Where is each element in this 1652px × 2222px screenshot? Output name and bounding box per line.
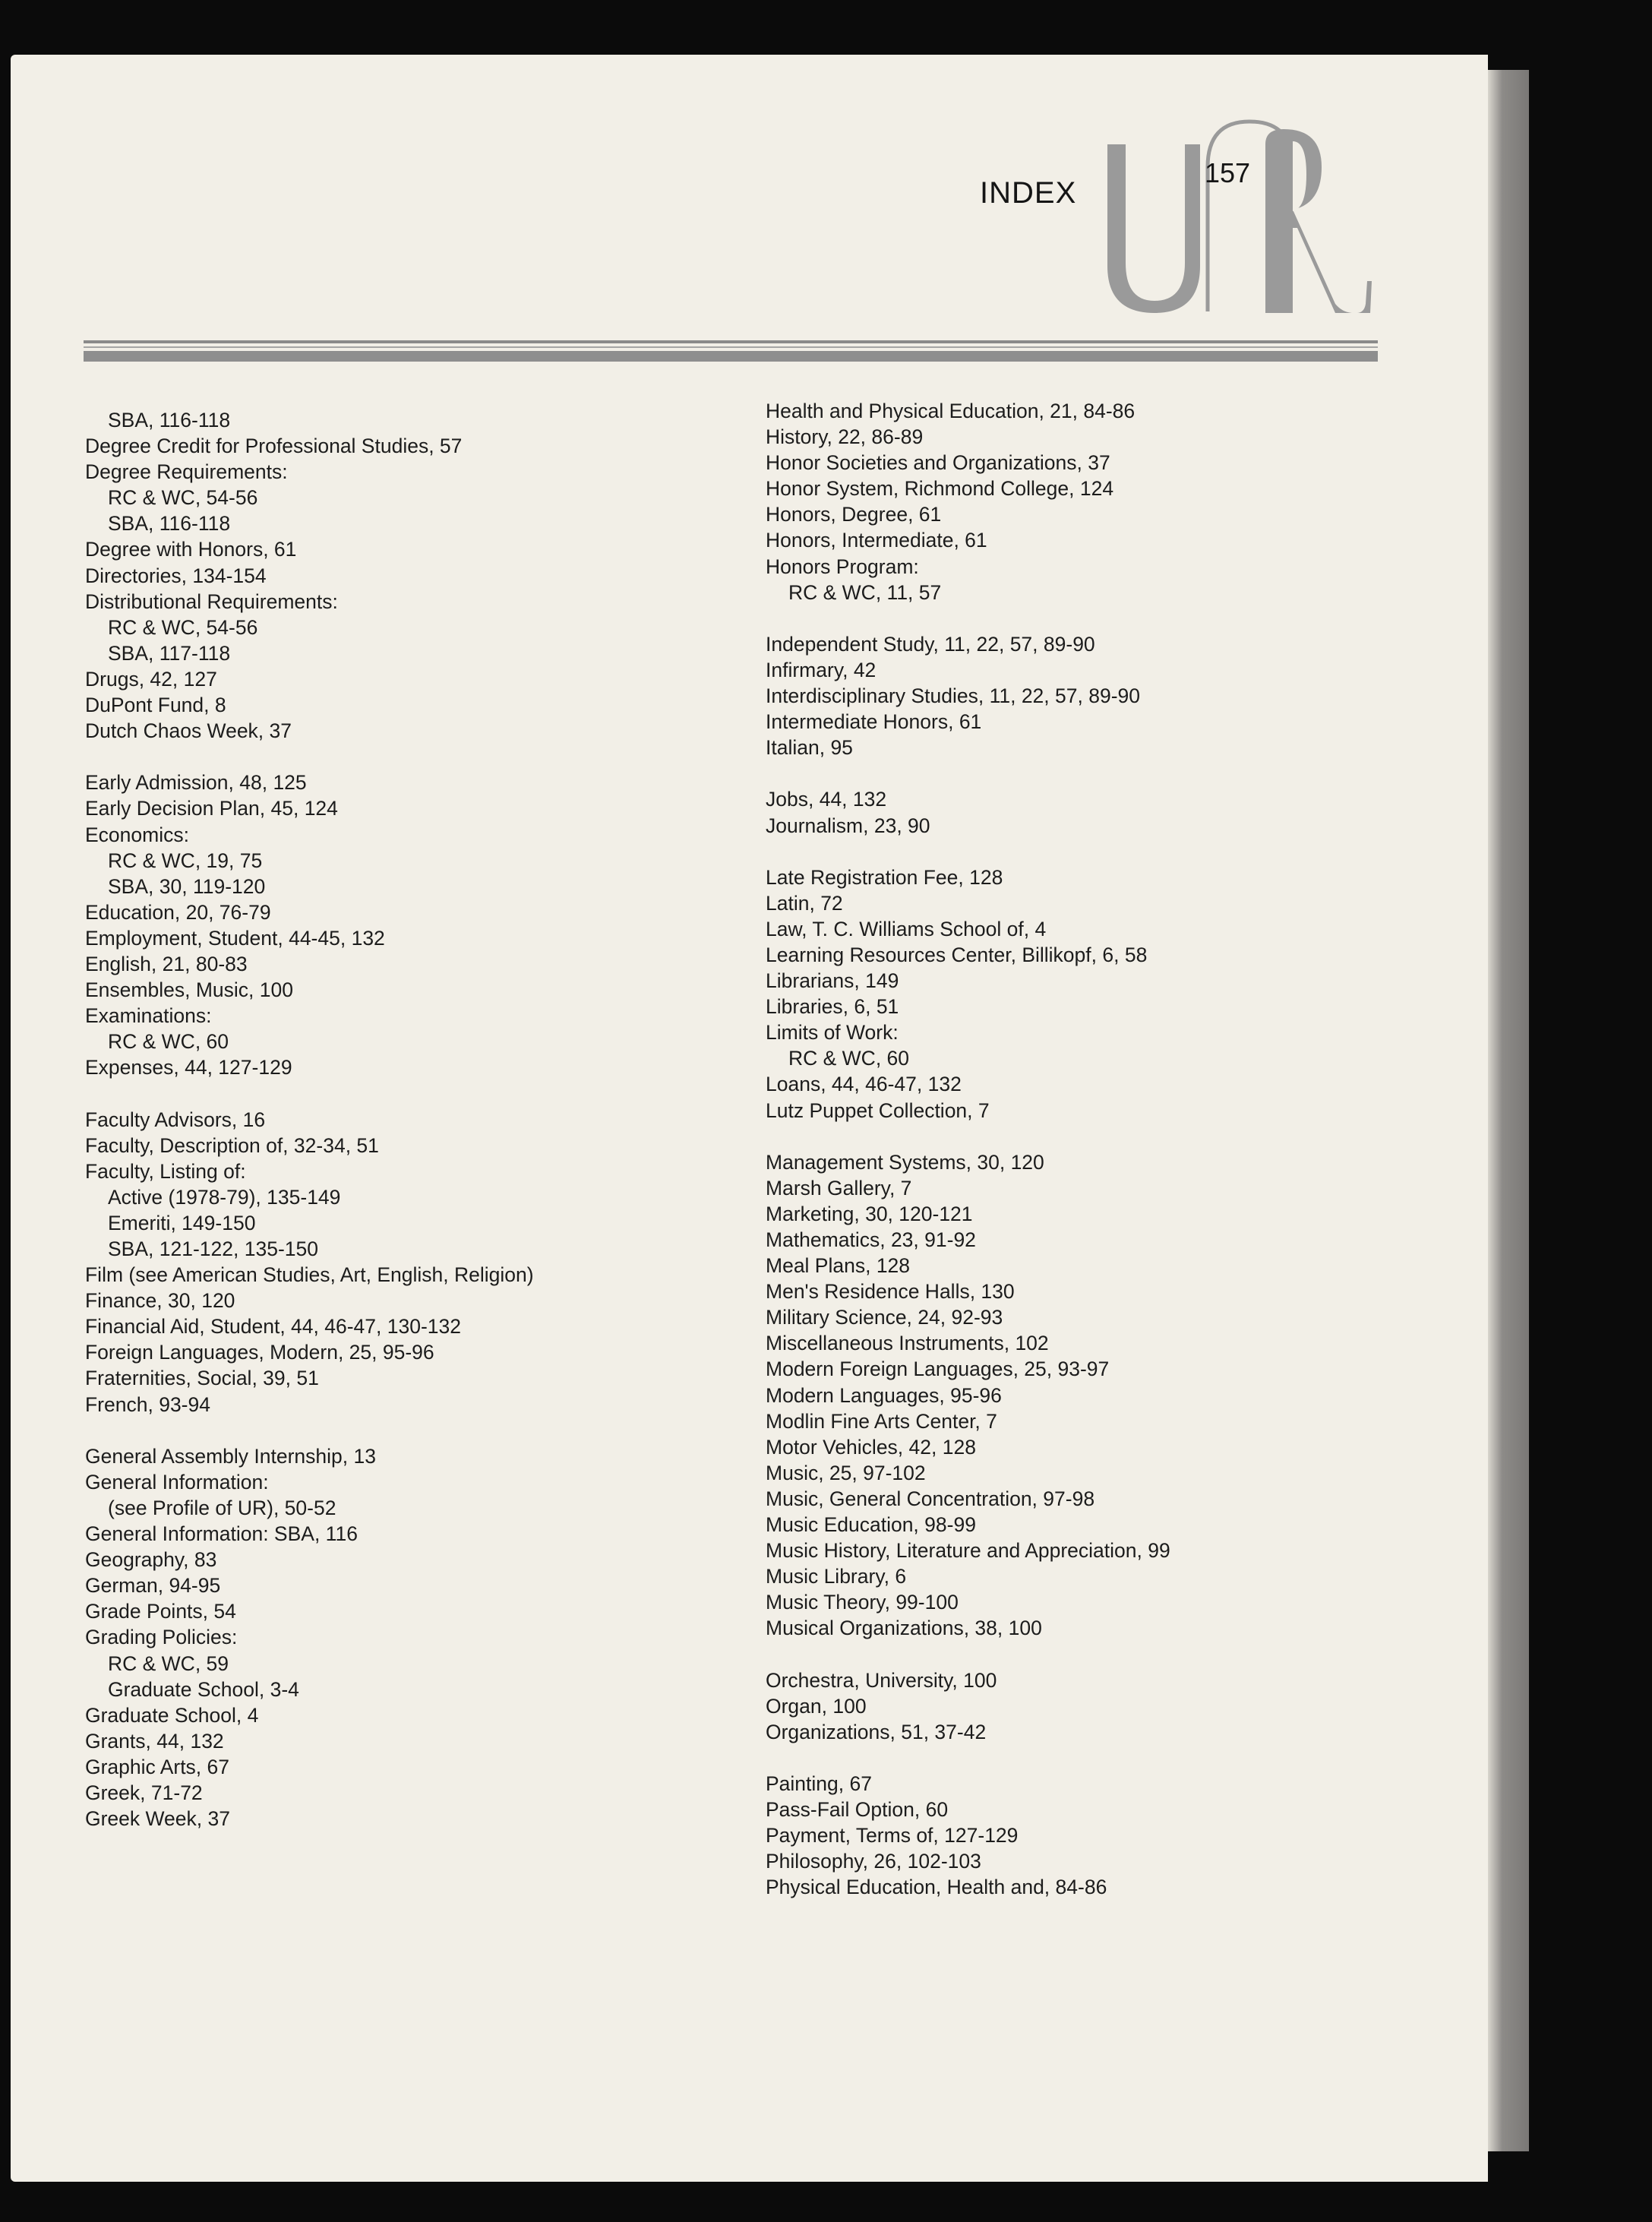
index-entry: Examinations: [85,1004,212,1028]
index-entry: Organizations, 51, 37-42 [766,1720,987,1743]
index-entry: Faculty, Listing of: [85,1159,246,1183]
index-gap [85,744,534,770]
index-entry: Music History, Literature and Appreciation, 99 [766,1539,1170,1563]
index-entry: Limits of Work: [766,1021,899,1045]
index-entry: Education, 20, 76-79 [85,900,271,924]
index-entry: Grade Points, 54 [85,1600,236,1623]
index-entry: Mathematics, 23, 91-92 [766,1228,976,1251]
index-entry: Painting, 67 [766,1772,872,1795]
index-gap [766,1745,1170,1771]
index-entry: Finance, 30, 120 [85,1289,235,1313]
index-entry: Degree Requirements: [85,460,288,484]
index-entry: Economics: [85,823,189,846]
index-entry: Degree with Honors, 61 [85,538,297,561]
index-entry: Modlin Fine Arts Center, 7 [766,1409,997,1433]
index-entry: Late Registration Fee, 128 [766,865,1003,889]
index-entry: Law, T. C. Williams School of, 4 [766,917,1047,940]
index-entry: DuPont Fund, 8 [85,694,226,717]
index-entry: Men's Residence Halls, 130 [766,1280,1015,1304]
index-entry: Honor System, Richmond College, 124 [766,477,1114,501]
index-subentry: (see Profile of UR), 50-52 [108,1496,336,1519]
index-entry: Distributional Requirements: [85,589,338,613]
index-entry: Military Science, 24, 92-93 [766,1306,1003,1329]
index-entry: General Assembly Internship, 13 [85,1444,376,1468]
index-entry: Expenses, 44, 127-129 [85,1056,292,1079]
index-entry: Marketing, 30, 120-121 [766,1202,973,1225]
index-entry: Honors, Intermediate, 61 [766,529,987,552]
index-subentry: SBA, 117-118 [108,641,231,665]
index-entry: Foreign Languages, Modern, 25, 95-96 [85,1341,434,1364]
index-entry: Drugs, 42, 127 [85,667,217,691]
index-entry: Honors Program: [766,555,919,578]
index-entry: Learning Resources Center, Billikopf, 6, 58 [766,943,1148,966]
page-edge [1488,70,1529,2151]
index-subentry: SBA, 121-122, 135-150 [108,1237,318,1260]
index-entry: Fraternities, Social, 39, 51 [85,1367,319,1390]
index-entry: Faculty Advisors, 16 [85,1108,266,1131]
index-entry: Early Decision Plan, 45, 124 [85,797,338,820]
index-entry: Independent Study, 11, 22, 57, 89-90 [766,632,1095,656]
index-entry: Honors, Degree, 61 [766,503,942,526]
header-rule-line [84,346,1378,348]
index-entry: English, 21, 80-83 [85,952,248,975]
index-entry: Music, General Concentration, 97-98 [766,1487,1095,1510]
index-entry: Musical Organizations, 38, 100 [766,1617,1042,1640]
index-entry: Music Theory, 99-100 [766,1591,959,1614]
index-entry: Pass-Fail Option, 60 [766,1798,949,1822]
index-entry: Marsh Gallery, 7 [766,1176,912,1200]
index-entry: Film (see American Studies, Art, English, Religion) [85,1263,534,1287]
index-entry: Honor Societies and Organizations, 37 [766,451,1110,475]
index-entry: History, 22, 86-89 [766,425,924,449]
index-subentry: RC & WC, 19, 75 [108,849,263,872]
index-entry: French, 93-94 [85,1392,210,1416]
index-entry: Music Library, 6 [766,1565,907,1588]
index-entry: Grants, 44, 132 [85,1729,224,1753]
index-subentry: SBA, 30, 119-120 [108,874,266,898]
header-rule-band [84,351,1378,362]
index-subentry: RC & WC, 54-56 [108,486,258,510]
index-subentry: RC & WC, 54-56 [108,615,258,639]
index-gap [85,1418,534,1443]
index-entry: Dutch Chaos Week, 37 [85,719,292,743]
index-column-right [766,398,1170,1900]
index-entry: Infirmary, 42 [766,658,877,681]
index-entry: Italian, 95 [766,736,853,760]
index-entry: Journalism, 23, 90 [766,814,930,837]
index-column-left [85,407,534,1832]
index-entry: Graduate School, 4 [85,1703,259,1727]
header-rule-thin [84,340,1378,343]
index-entry: Modern Foreign Languages, 25, 93-97 [766,1358,1110,1381]
index-subentry: RC & WC, 59 [108,1651,229,1675]
index-entry: Loans, 44, 46-47, 132 [766,1073,962,1096]
index-subentry: Emeriti, 149-150 [108,1211,256,1234]
index-entry: Management Systems, 30, 120 [766,1150,1044,1174]
index-entry: Health and Physical Education, 21, 84-86 [766,400,1136,422]
index-entry: Intermediate Honors, 61 [766,710,982,734]
index-gap [766,1642,1170,1667]
index-entry: Meal Plans, 128 [766,1254,911,1278]
index-entry: Librarians, 149 [766,969,899,993]
index-subentry: SBA, 116-118 [108,512,231,536]
index-entry: Greek Week, 37 [85,1807,230,1831]
index-entry: Degree Credit for Professional Studies, 57 [85,435,463,458]
index-entry: Payment, Terms of, 127-129 [766,1824,1019,1847]
index-entry: Philosophy, 26, 102-103 [766,1850,981,1873]
index-entry: Greek, 71-72 [85,1781,203,1804]
index-entry: Employment, Student, 44-45, 132 [85,926,385,950]
index-entry: General Information: SBA, 116 [85,1522,358,1546]
index-entry: General Information: [85,1470,269,1493]
index-gap [766,1124,1170,1149]
index-entry: Libraries, 6, 51 [766,995,899,1019]
index-entry: Early Admission, 48, 125 [85,771,307,795]
index-entry: Organ, 100 [766,1694,867,1718]
index-subentry: RC & WC, 60 [788,1047,910,1070]
index-gap [766,760,1170,786]
index-entry: Jobs, 44, 132 [766,788,887,811]
index-entry: Orchestra, University, 100 [766,1668,997,1692]
index-subentry: RC & WC, 60 [108,1030,229,1054]
index-entry: Graphic Arts, 67 [85,1755,230,1778]
index-subentry: Graduate School, 3-4 [108,1677,299,1701]
page-number: 157 [1205,157,1251,188]
index-gap [85,1080,534,1106]
index-entry: Latin, 72 [766,891,843,915]
index-gap [766,605,1170,631]
index-entry: Motor Vehicles, 42, 128 [766,1435,976,1459]
index-heading: INDEX [980,176,1077,210]
index-entry: Geography, 83 [85,1548,217,1572]
index-entry: Interdisciplinary Studies, 11, 22, 57, 89-90 [766,684,1140,708]
index-entry: Physical Education, Health and, 84-86 [766,1876,1107,1899]
index-entry: Financial Aid, Student, 44, 46-47, 130-132 [85,1315,462,1339]
index-entry: Faculty, Description of, 32-34, 51 [85,1133,379,1157]
index-entry: Grading Policies: [85,1626,238,1649]
index-entry: Directories, 134-154 [85,564,267,587]
index-entry: Music, 25, 97-102 [766,1461,926,1484]
index-subentry: Active (1978-79), 135-149 [108,1185,341,1209]
index-entry: Miscellaneous Instruments, 102 [766,1332,1049,1355]
index-entry: Lutz Puppet Collection, 7 [766,1098,990,1122]
index-gap [766,839,1170,864]
index-subentry: SBA, 116-118 [108,409,231,431]
index-entry: Ensembles, Music, 100 [85,978,293,1002]
index-subentry: RC & WC, 11, 57 [788,580,942,604]
ur-logo [1094,114,1382,319]
index-entry: German, 94-95 [85,1574,221,1598]
index-entry: Modern Languages, 95-96 [766,1383,1002,1407]
index-entry: Music Education, 98-99 [766,1513,976,1537]
